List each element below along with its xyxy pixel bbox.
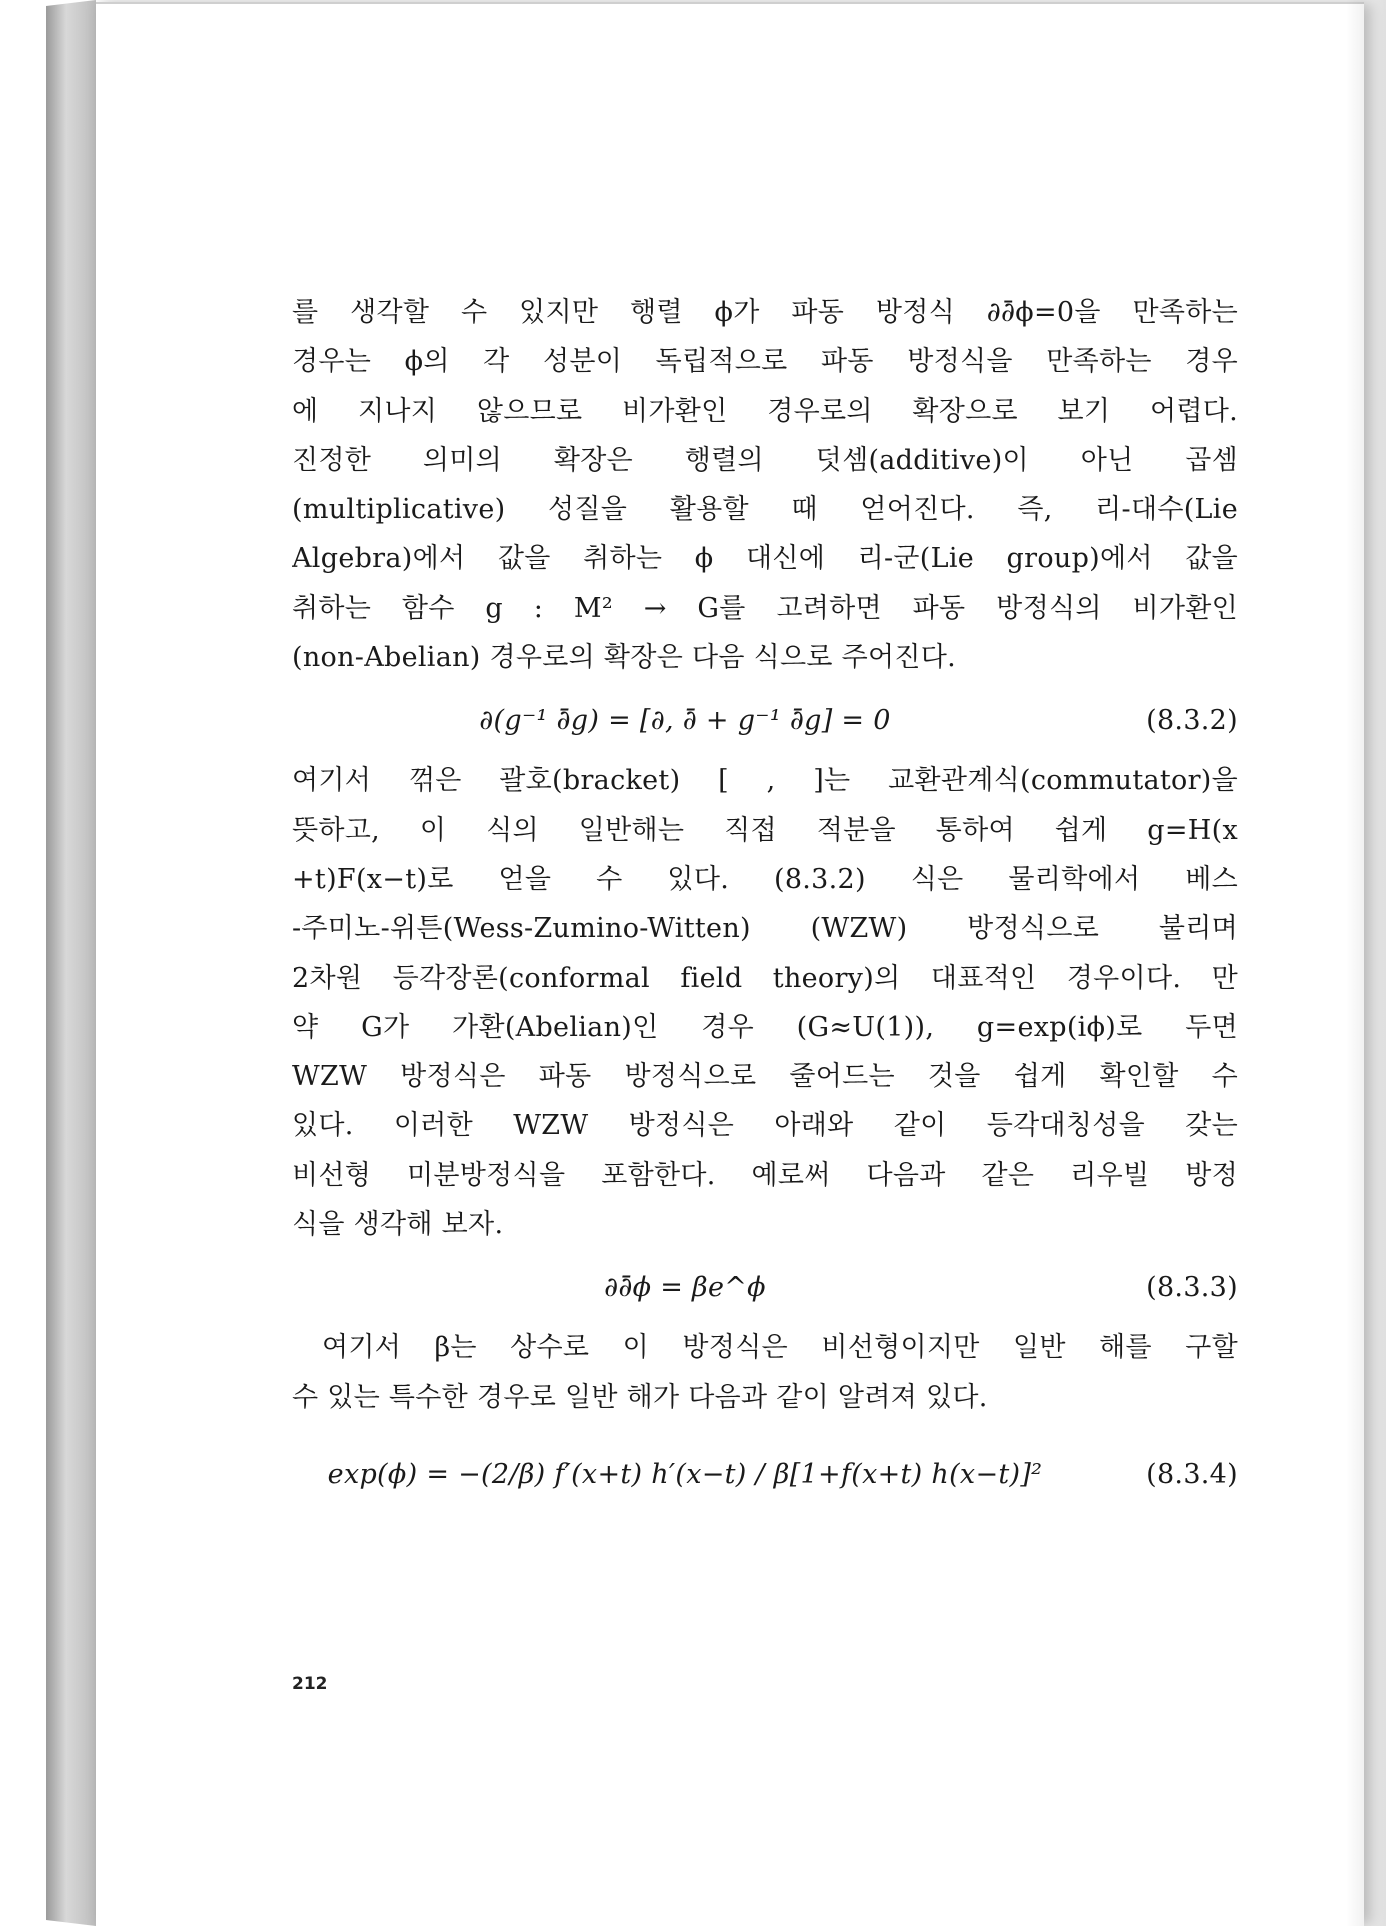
text-line: 취하는 함수 g : M² → G를 고려하면 파동 방정식의 비가환인	[292, 592, 1238, 624]
text-line: 식을 생각해 보자.	[292, 1209, 504, 1241]
text-line: 뜻하고, 이 식의 일반해는 직접 적분을 통하여 쉽게 g=H(x	[292, 814, 1238, 846]
text-line: 여기서 β는 상수로 이 방정식은 비선형이지만 일반 해를 구할	[322, 1332, 1238, 1364]
equation-8-3-4	[292, 1422, 1238, 1532]
text-line: 비선형 미분방정식을 포함한다. 예로써 다음과 같은 리우빌 방정	[292, 1159, 1238, 1191]
text-line: -주미노-위튼(Wess-Zumino-Witten) (WZW) 방정식으로 불리며	[292, 913, 1238, 945]
body-text	[292, 288, 1238, 1532]
text-line: 수 있는 특수한 경우로 일반 해가 다음과 같이 알려져 있다.	[292, 1381, 988, 1413]
text-line: (non-Abelian) 경우로의 확장은 다음 식으로 주어진다.	[292, 642, 957, 674]
book-spine	[46, 0, 96, 1926]
equation-8-3-2	[292, 682, 1238, 756]
equation-number: (8.3.2)	[1146, 705, 1238, 737]
text-line: 2차원 등각장론(conformal field theory)의 대표적인 경우이다. 만	[292, 962, 1238, 994]
equation-formula: ∂(g⁻¹ ∂̄g) = [∂, ∂̄ + g⁻¹ ∂̄g] = 0	[479, 705, 891, 737]
equation-8-3-3	[292, 1249, 1238, 1323]
page-number: 212	[292, 1674, 328, 1694]
text-line: 에 지나지 않으므로 비가환인 경우로의 확장으로 보기 어렵다.	[292, 395, 1238, 427]
page-edge-shadow	[1346, 0, 1386, 1926]
equation-number: (8.3.4)	[1146, 1458, 1238, 1490]
equation-number: (8.3.3)	[1146, 1272, 1238, 1304]
text-line: (multiplicative) 성질을 활용할 때 얻어진다. 즉, 리-대수(Lie	[292, 494, 1238, 526]
text-line: +t)F(x−t)로 얻을 수 있다. (8.3.2) 식은 물리학에서 베스	[292, 863, 1238, 895]
equation-formula: ∂∂̄ϕ = βe^ϕ	[604, 1272, 766, 1304]
text-line: 있다. 이러한 WZW 방정식은 아래와 같이 등각대칭성을 갖는	[292, 1110, 1238, 1142]
text-line: 진정한 의미의 확장은 행렬의 덧셈(additive)이 아닌 곱셈	[292, 444, 1238, 476]
text-line: WZW 방정식은 파동 방정식으로 줄어드는 것을 쉽게 확인할 수	[292, 1061, 1238, 1093]
text-line: Algebra)에서 값을 취하는 ϕ 대신에 리-군(Lie group)에서 값을	[292, 543, 1238, 575]
text-line: 경우는 ϕ의 각 성분이 독립적으로 파동 방정식을 만족하는 경우	[292, 346, 1238, 378]
text-line: 를 생각할 수 있지만 행렬 ϕ가 파동 방정식 ∂∂̄ϕ=0을 만족하는	[292, 297, 1238, 328]
text-line: 여기서 꺾은 괄호(bracket) [ , ]는 교환관계식(commutator)을	[292, 765, 1238, 797]
equation-formula: exp(ϕ) = −(2/β) f′(x+t) h′(x−t) / β[1+f(x+t) h(x−t)]²	[327, 1458, 1043, 1490]
text-line: 약 G가 가환(Abelian)인 경우 (G≈U(1)), g=exp(iϕ)로 두면	[292, 1011, 1238, 1043]
